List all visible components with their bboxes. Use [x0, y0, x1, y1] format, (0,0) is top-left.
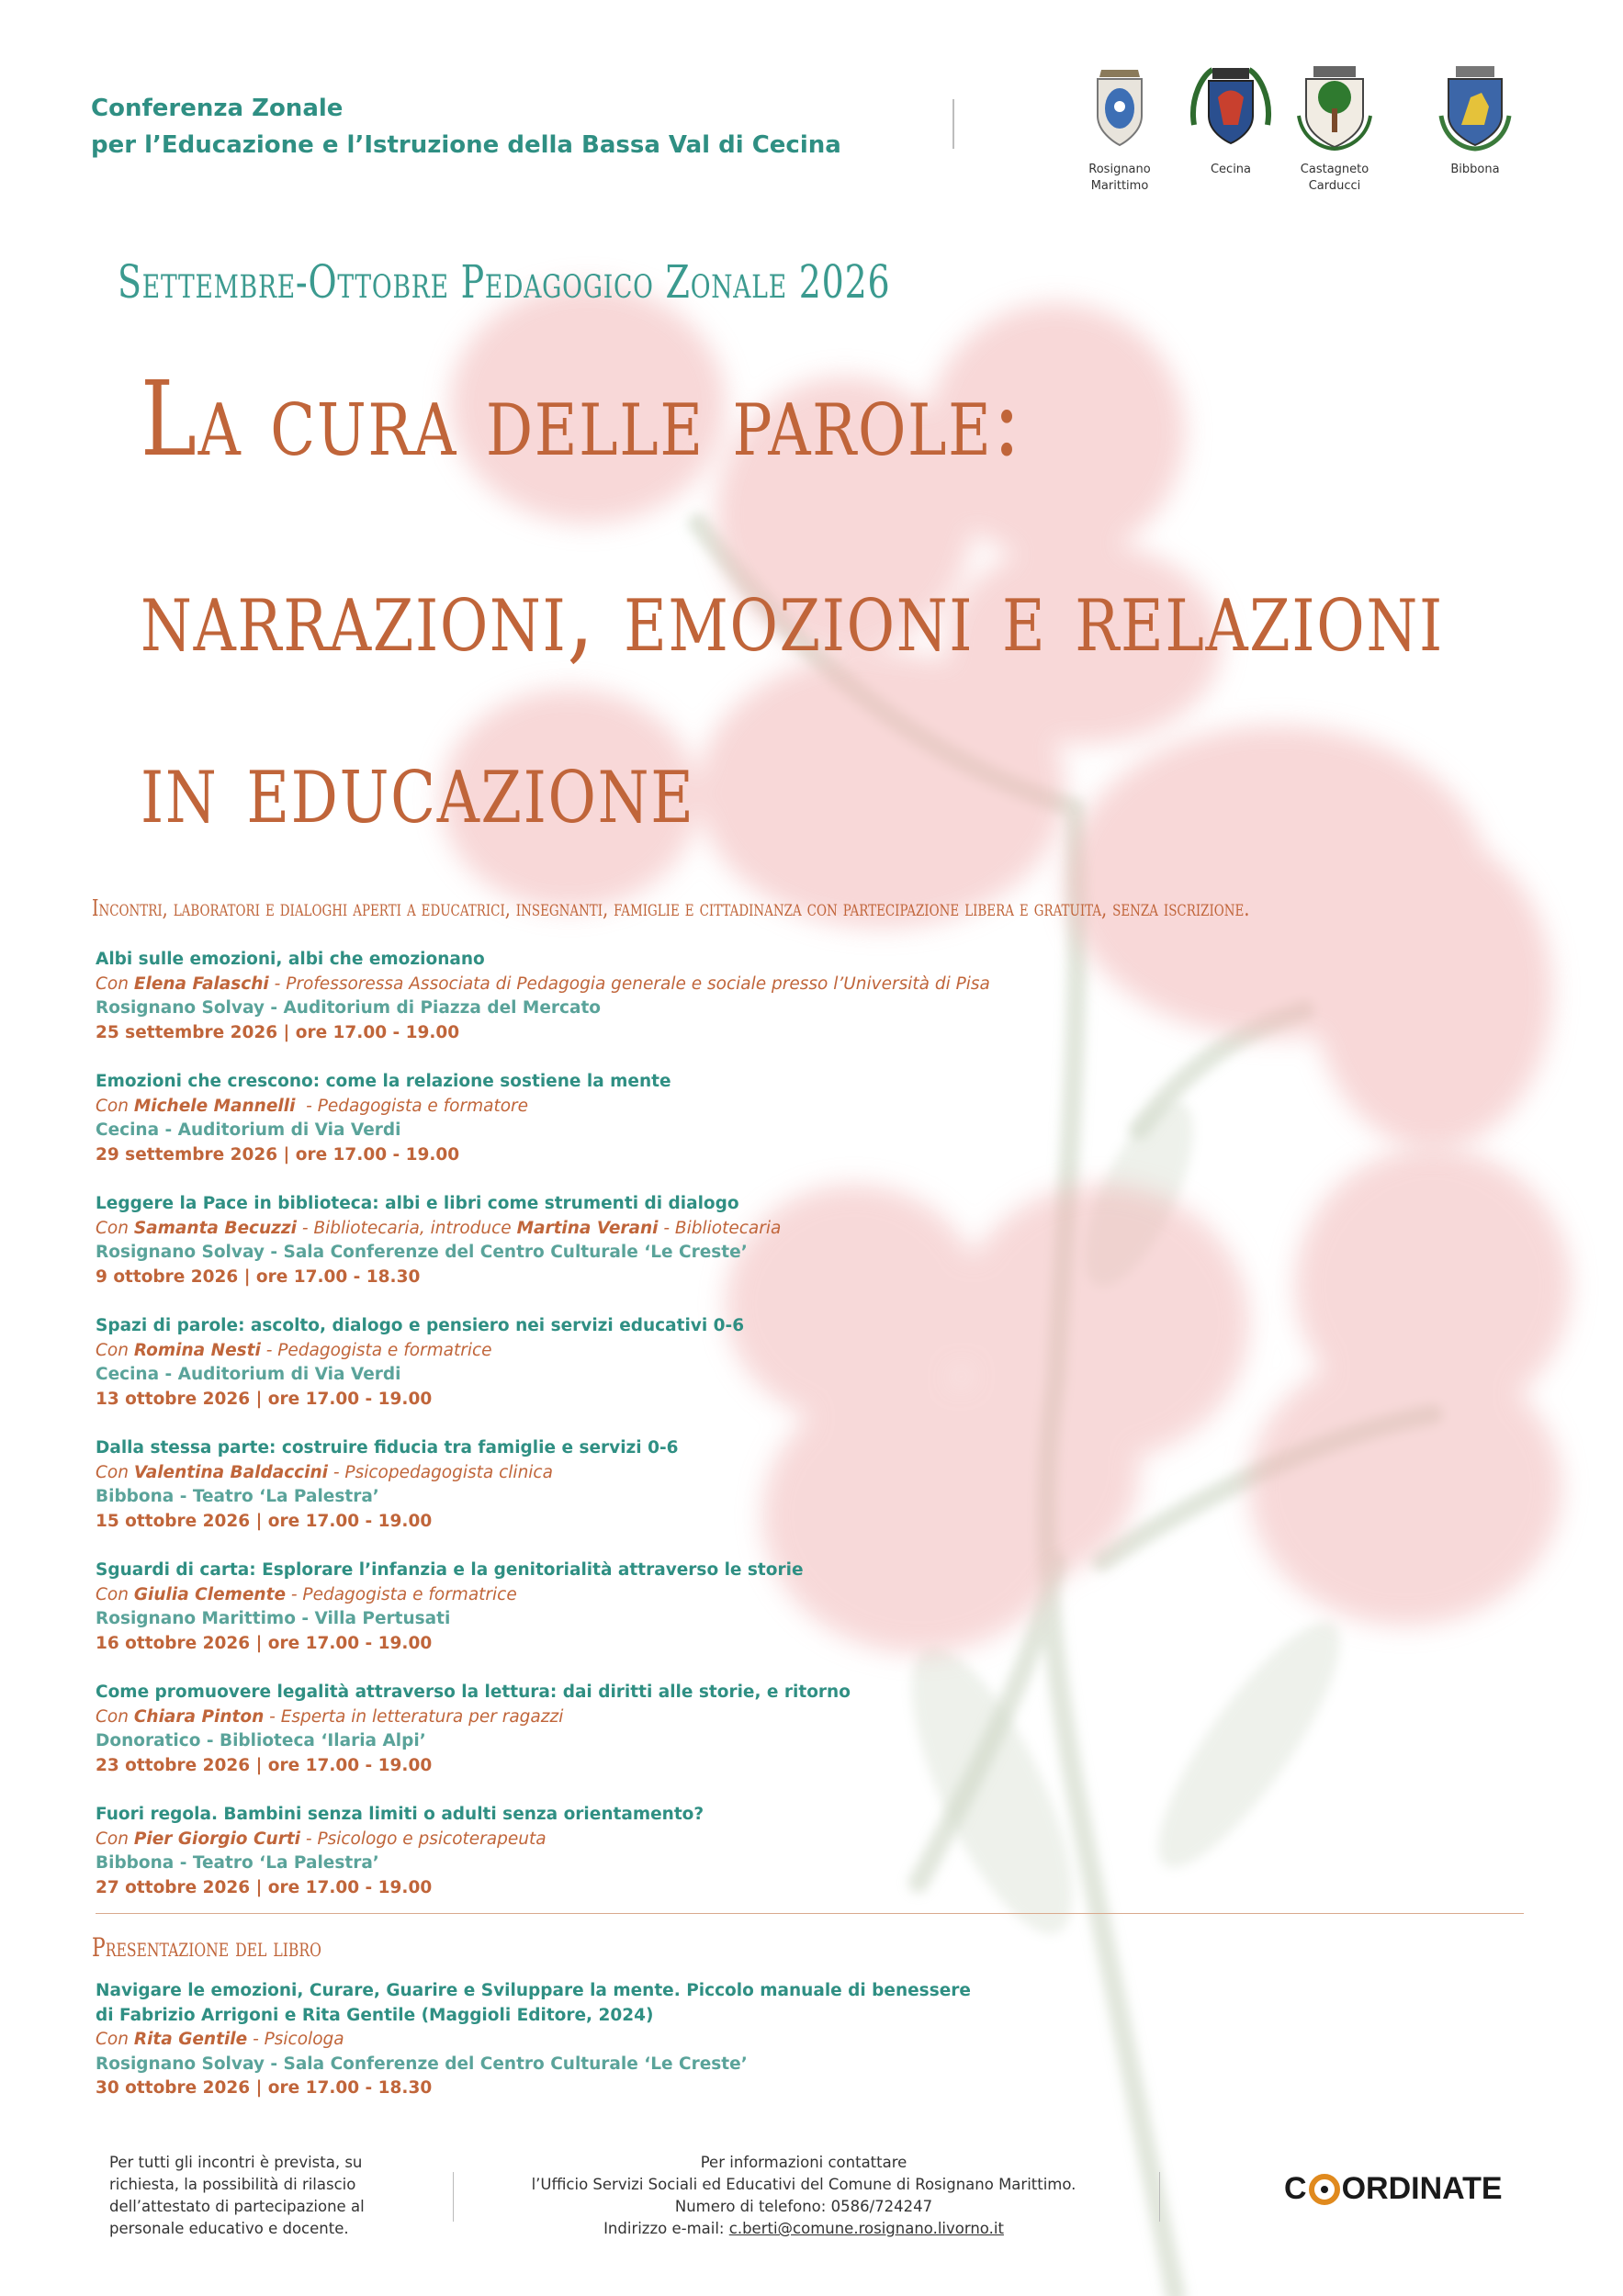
event-item	[96, 1436, 1152, 1559]
event-date: 25 settembre 2026 | ore 17.00 - 19.00	[96, 1022, 460, 1042]
footer-divider	[1159, 2172, 1160, 2222]
speaker-name: Samanta Becuzzi	[133, 1218, 298, 1238]
event-title: Come promuovere legalità attraverso la lettura: dai diritti alle storie, e ritorno	[96, 1683, 851, 1702]
event-item	[96, 1314, 1152, 1436]
crest-cecina-label: Cecina	[1210, 163, 1252, 176]
footer-certificate-note: Per tutti gli incontri è prevista, su richiesta, la possibilità di rilascio dell’attestato di partecipazione al personale educativo e docente.	[109, 2154, 365, 2237]
book-title-line-2: di Fabrizio Arrigoni e Rita Gentile (Maggioli Editore, 2024)	[96, 2005, 654, 2025]
speaker-name: Rita Gentile	[133, 2030, 248, 2049]
event-speaker: Con Valentina Baldaccini - Psicopedagogista clinica	[96, 1462, 553, 1482]
event-place: Donoratico - Biblioteca ‘Ilaria Alpi’	[96, 1731, 426, 1750]
event-item	[96, 948, 1152, 1070]
crest-castagneto-icon	[1293, 61, 1376, 152]
compass-logo-icon	[1309, 2174, 1340, 2205]
crest-bibbona-icon	[1434, 61, 1516, 152]
organization-line-2: per l’Educazione e l’Istruzione della Bassa Val di Cecina	[91, 131, 841, 159]
event-speaker: Con Michele Mannelli - Pedagogista e formatore	[96, 1096, 529, 1116]
speaker-name: Giulia Clemente	[133, 1584, 286, 1604]
event-speaker: Con Pier Giorgio Curti - Psicologo e psicoterapeuta	[96, 1829, 547, 1849]
event-date: 29 settembre 2026 | ore 17.00 - 19.00	[96, 1144, 460, 1165]
event-place: Rosignano Solvay - Auditorium di Piazza del Mercato	[96, 998, 601, 1018]
event-date: 23 ottobre 2026 | ore 17.00 - 19.00	[96, 1755, 433, 1775]
event-speaker: Con Giulia Clemente - Pedagogista e formatrice	[96, 1584, 517, 1604]
event-item	[96, 1070, 1152, 1192]
speaker-name: Elena Falaschi	[133, 974, 269, 994]
event-speaker: Con Romina Nesti - Pedagogista e formatrice	[96, 1340, 492, 1360]
speaker-name: Romina Nesti	[133, 1340, 261, 1360]
title-line-1: La cura delle parole:	[141, 360, 1023, 479]
crest-rosignano-icon	[1083, 61, 1156, 152]
event-place: Cecina - Auditorium di Via Verdi	[96, 1120, 401, 1140]
event-title: Sguardi di carta: Esplorare l’infanzia e la genitorialità attraverso le storie	[96, 1560, 804, 1580]
organization-name	[91, 90, 841, 163]
event-date: 15 ottobre 2026 | ore 17.00 - 19.00	[96, 1511, 433, 1531]
header-divider	[952, 99, 954, 149]
footer-contact-info: Per informazioni contattare l’Ufficio Servizi Sociali ed Educativi del Comune di Rosignano Marittimo. Numero di telefono: 0586/724247 Indirizzo e-mail: c.berti@comune.rosignano.livorno.it	[531, 2154, 1076, 2237]
book-date: 30 ottobre 2026 | ore 17.00 - 18.30	[96, 2078, 433, 2098]
crest-bibbona-label: Bibbona	[1450, 163, 1500, 176]
event-item	[96, 1192, 1152, 1314]
book-title-line-1: Navigare le emozioni, Curare, Guarire e Sviluppare la mente. Piccolo manuale di benessere	[96, 1981, 971, 2000]
crest-cecina-icon	[1185, 61, 1277, 152]
crest-rosignano-label: Rosignano Marittimo	[1088, 163, 1151, 193]
crest-cecina	[1180, 61, 1281, 178]
book-place: Rosignano Solvay - Sala Conferenze del Centro Culturale ‘Le Creste’	[96, 2054, 748, 2074]
event-place: Rosignano Marittimo - Villa Pertusati	[96, 1609, 451, 1628]
crest-castagneto-label: Castagneto Carducci	[1300, 163, 1369, 193]
contact-email-link[interactable]: c.berti@comune.rosignano.livorno.it	[728, 2220, 1004, 2237]
crest-rosignano	[1069, 61, 1170, 195]
event-place: Rosignano Solvay - Sala Conferenze del Centro Culturale ‘Le Creste’	[96, 1243, 748, 1262]
speaker-name: Chiara Pinton	[133, 1706, 265, 1727]
title-line-3: in educazione	[141, 727, 695, 847]
event-speaker: Con Samanta Becuzzi - Bibliotecaria, introduce Martina Verani - Bibliotecaria	[96, 1218, 782, 1238]
events-list	[96, 948, 1152, 1925]
book-speaker: Con Rita Gentile - Psicologa	[96, 2030, 344, 2049]
event-date: 13 ottobre 2026 | ore 17.00 - 19.00	[96, 1389, 433, 1409]
speaker-name-2: Martina Verani	[516, 1218, 659, 1238]
event-speaker: Con Chiara Pinton - Esperta in letteratura per ragazzi	[96, 1706, 564, 1727]
speaker-name: Pier Giorgio Curti	[133, 1829, 301, 1849]
event-title: Spazi di parole: ascolto, dialogo e pensiero nei servizi educativi 0-6	[96, 1316, 745, 1335]
speaker-name: Michele Mannelli	[133, 1096, 296, 1116]
event-item	[96, 1803, 1152, 1925]
book-presentation	[96, 1979, 1152, 2101]
footer-divider	[453, 2172, 454, 2222]
event-speaker: Con Elena Falaschi - Professoressa Associata di Pedagogia generale e sociale presso l’Università di Pisa	[96, 974, 990, 994]
section-separator	[96, 1913, 1524, 1914]
season-kicker: Settembre-Ottobre Pedagogico Zonale 2026	[118, 255, 891, 309]
book-section-heading: Presentazione del libro	[92, 1932, 321, 1963]
event-item	[96, 1681, 1152, 1803]
crest-bibbona	[1425, 61, 1526, 178]
speaker-name: Valentina Baldaccini	[133, 1462, 328, 1482]
event-place: Bibbona - Teatro ‘La Palestra’	[96, 1487, 379, 1506]
coordinate-logo: C ORDINATE	[1284, 2171, 1503, 2206]
event-place: Bibbona - Teatro ‘La Palestra’	[96, 1853, 379, 1873]
organization-line-1: Conferenza Zonale	[91, 95, 344, 122]
intro-text: Incontri, laboratori e dialoghi aperti a educatrici, insegnanti, famiglie e cittadinanza con partecipazione libera e gratuita, senza iscrizione.	[92, 895, 1250, 921]
event-title: Leggere la Pace in biblioteca: albi e libri come strumenti di dialogo	[96, 1194, 739, 1213]
event-date: 9 ottobre 2026 | ore 17.00 - 18.30	[96, 1266, 421, 1287]
event-item	[96, 1559, 1152, 1681]
event-date: 16 ottobre 2026 | ore 17.00 - 19.00	[96, 1633, 433, 1653]
event-title: Fuori regola. Bambini senza limiti o adulti senza orientamento?	[96, 1805, 704, 1824]
title-line-2: narrazioni, emozioni e relazioni	[141, 556, 1444, 675]
event-title: Dalla stessa parte: costruire fiducia tra famiglie e servizi 0-6	[96, 1438, 679, 1458]
event-title: Albi sulle emozioni, albi che emozionano	[96, 950, 485, 969]
event-place: Cecina - Auditorium di Via Verdi	[96, 1365, 401, 1384]
event-title: Emozioni che crescono: come la relazione sostiene la mente	[96, 1072, 671, 1091]
event-date: 27 ottobre 2026 | ore 17.00 - 19.00	[96, 1877, 433, 1897]
crest-castagneto	[1284, 61, 1385, 195]
